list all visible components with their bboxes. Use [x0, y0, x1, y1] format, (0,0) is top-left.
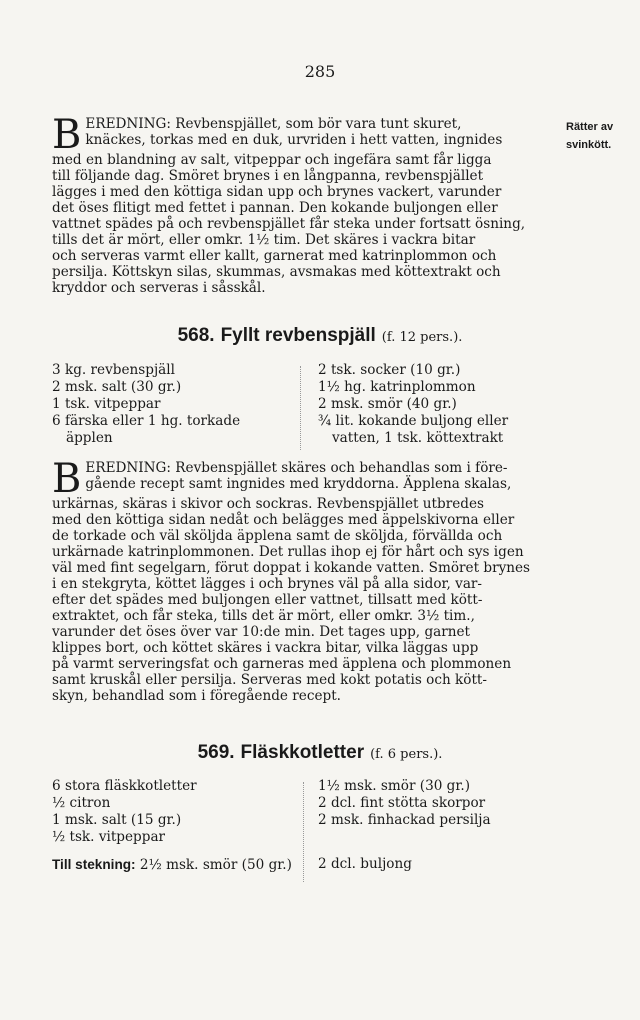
frying-label: Till stekning:: [52, 857, 136, 872]
text-line: med en blandning av salt, vitpeppar och ingefära samt får ligga: [52, 152, 492, 168]
text-line: urkärnade katrinplommonen. Det rullas ihop ej för hårt och sys igen: [52, 544, 524, 560]
text-line: kryddor och serveras i såsskål.: [52, 280, 266, 296]
recipe-title: Fläskkotletter: [240, 742, 365, 763]
recipe-title: Fyllt revbenspjäll: [220, 325, 376, 346]
text-line: i en stekgryta, köttet lägges i och brynes väl på alla sidor, var-: [52, 576, 483, 592]
ingredients-left-569: [52, 778, 292, 874]
text-line: på varmt serveringsfat och garneras med äpplena och plommonen: [52, 656, 512, 672]
page-number: 285: [304, 62, 336, 81]
method-paragraph-568: [52, 456, 592, 704]
text-line: efter det spädes med buljongen eller vattnet, tillsatt med kött-: [52, 592, 483, 608]
text-line: väl med fint segelgarn, förut doppat i kokande vatten. Smöret brynes: [52, 560, 531, 576]
column-divider: [303, 782, 304, 882]
text-line: EREDNING: Revbenspjället, som bör vara tunt skuret,: [85, 116, 462, 132]
text-line: de torkade och väl sköljda äpplena samt de sköljda, förvällda och: [52, 528, 503, 544]
ingredient: 2 msk. smör (40 gr.): [318, 396, 457, 412]
frying-line: [52, 856, 292, 874]
ingredient: 2 dcl. buljong: [318, 856, 412, 872]
text-line: EREDNING: Revbenspjället skäres och behandlas som i före-: [85, 460, 508, 476]
column-divider: [300, 366, 301, 450]
ingredient: 1 tsk. vitpeppar: [52, 396, 161, 412]
frying-value: 2½ msk. smör (50 gr.): [139, 857, 292, 873]
recipe-yield: (f. 6 pers.).: [370, 747, 443, 762]
text-line: extraktet, och får steka, tills det är mört, eller omkr. 3½ tim.,: [52, 608, 475, 624]
ingredient: ½ tsk. vitpeppar: [52, 829, 166, 845]
dropcap: B: [52, 456, 82, 502]
ingredient: 1 msk. salt (15 gr.): [52, 812, 182, 828]
ingredient: 2 tsk. socker (10 gr.): [318, 362, 461, 378]
text-line: tills det är mört, eller omkr. 1½ tim. Det skäres i vackra bitar: [52, 232, 476, 248]
ingredient: 1½ msk. smör (30 gr.): [318, 778, 471, 794]
ingredient: 6 stora fläskkotletter: [52, 778, 197, 794]
ingredient: äpplen: [66, 430, 113, 446]
dropcap: B: [52, 112, 82, 158]
ingredient: 2 msk. salt (30 gr.): [52, 379, 182, 395]
margin-note: [566, 118, 640, 154]
ingredient: 1½ hg. katrinplommon: [318, 379, 476, 395]
ingredient: 3 kg. revbenspjäll: [52, 362, 175, 378]
ingredient: 2 msk. finhackad persilja: [318, 812, 491, 828]
ingredient: ½ citron: [52, 795, 111, 811]
margin-note-line-1: Rätter av: [566, 121, 614, 133]
text-line: skyn, behandlad som i föregående recept.: [52, 688, 341, 704]
text-line: med den köttiga sidan nedåt och belägges med äppelskivorna eller: [52, 512, 515, 528]
ingredient: vatten, 1 tsk. köttextrakt: [332, 430, 504, 446]
ingredient: 2 dcl. fint stötta skorpor: [318, 795, 486, 811]
text-line: samt kruskål eller persilja. Serveras med kokt potatis och kött-: [52, 672, 487, 688]
intro-paragraph: [52, 112, 567, 296]
recipe-number: 569.: [197, 742, 235, 763]
ingredients-right-568: [318, 362, 508, 447]
recipe-heading-569: [0, 742, 640, 764]
text-line: persilja. Köttskyn silas, skummas, avsmakas med köttextrakt och: [52, 264, 501, 280]
text-line: urkärnas, skäras i skivor och sockras. Revbenspjället utbredes: [52, 496, 484, 512]
recipe-yield: (f. 12 pers.).: [381, 330, 463, 345]
text-line: det öses flitigt med fettet i pannan. Den kokande buljongen eller: [52, 200, 498, 216]
ingredient: ¾ lit. kokande buljong eller: [318, 413, 509, 429]
text-line: lägges i med den köttiga sidan upp och brynes vackert, varunder: [52, 184, 502, 200]
ingredients-right-569: [318, 778, 491, 873]
text-line: varunder det öses över var 10:de min. Det tages upp, garnet: [52, 624, 471, 640]
margin-note-line-2: svinkött.: [566, 139, 612, 151]
recipe-number: 568.: [177, 325, 215, 346]
text-line: klippes bort, och köttet skäres i vackra bitar, vilka läggas upp: [52, 640, 479, 656]
text-line: gående recept samt ingnides med kryddorna. Äpplena skalas,: [85, 476, 512, 492]
ingredient: 6 färska eller 1 hg. torkade: [52, 413, 241, 429]
ingredients-left-568: [52, 362, 240, 447]
text-line: och serveras varmt eller kallt, garnerat med katrinplommon och: [52, 248, 497, 264]
text-line: knäckes, torkas med en duk, urvriden i hett vatten, ingnides: [85, 132, 503, 148]
text-line: till följande dag. Smöret brynes i en långpanna, revbenspjället: [52, 168, 484, 184]
text-line: vattnet spädes på och revbenspjället får steka under fortsatt ösning,: [52, 216, 526, 232]
recipe-heading-568: [0, 325, 640, 347]
